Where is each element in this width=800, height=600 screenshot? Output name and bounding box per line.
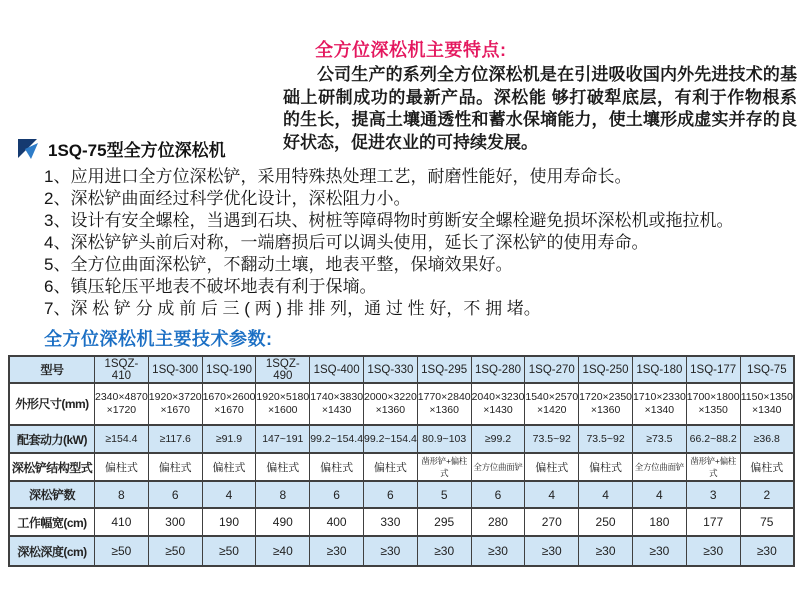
table-cell: 1700×1800 ×1350: [686, 383, 740, 425]
brand-logo-icon: [18, 139, 39, 159]
table-cell: 1SQ-295: [417, 356, 471, 383]
table-cell: 1SQ-270: [525, 356, 579, 383]
table-cell: 295: [417, 508, 471, 536]
table-cell: 99.2~154.4: [363, 425, 417, 453]
feature-item: 6、镇压轮压平地表不破坏地表有利于保墒。: [44, 277, 377, 296]
table-cell: 2000×3220 ×1360: [363, 383, 417, 425]
table-row-dims: [9, 383, 794, 425]
table-cell: 1SQ-180: [632, 356, 686, 383]
table-cell: ≥99.2: [471, 425, 525, 453]
table-row-structure: [9, 453, 794, 481]
table-row-depth: [9, 536, 794, 566]
row-label: 配套动力(kW): [9, 425, 95, 453]
table-cell: 75: [740, 508, 794, 536]
table-cell: 偏柱式: [95, 453, 149, 481]
table-cell: 1SQZ-410: [95, 356, 149, 383]
feature-item: 1、应用进口全方位深松铲，采用特殊热处理工艺，耐磨性能好，使用寿命长。: [44, 167, 632, 186]
table-cell: 80.9~103: [417, 425, 471, 453]
table-cell: ≥73.5: [632, 425, 686, 453]
table-cell: 180: [632, 508, 686, 536]
table-cell: ≥30: [471, 536, 525, 566]
table-cell: 1150×1350 ×1340: [740, 383, 794, 425]
table-cell: 1920×3720 ×1670: [148, 383, 202, 425]
table-cell: 4: [632, 481, 686, 508]
table-cell: 1770×2840 ×1360: [417, 383, 471, 425]
table-cell: 300: [148, 508, 202, 536]
table-cell: 4: [525, 481, 579, 508]
table-cell: 1SQ-400: [310, 356, 364, 383]
table-cell: 2: [740, 481, 794, 508]
row-label: 工作幅宽(cm): [9, 508, 95, 536]
table-cell: 330: [363, 508, 417, 536]
table-cell: ≥36.8: [740, 425, 794, 453]
specs-table: [8, 355, 795, 567]
table-cell: 6: [363, 481, 417, 508]
table-cell: 177: [686, 508, 740, 536]
table-cell: 4: [202, 481, 256, 508]
table-cell: ≥50: [202, 536, 256, 566]
table-cell: 1710×2330 ×1340: [632, 383, 686, 425]
features-heading: 全方位深松机主要特点:: [315, 40, 507, 60]
feature-item: 4、深松铲铲头前后对称，一端磨损后可以调头使用，延长了深松铲的使用寿命。: [44, 233, 649, 252]
table-cell: 5: [417, 481, 471, 508]
table-cell: 1540×2570 ×1420: [525, 383, 579, 425]
table-cell: 3: [686, 481, 740, 508]
table-cell: 8: [256, 481, 310, 508]
product-title: 1SQ-75型全方位深松机: [48, 141, 226, 160]
table-cell: 1SQZ-490: [256, 356, 310, 383]
feature-item: 7、深 松 铲 分 成 前 后 三 ( 两 ) 排 排 列，通 过 性 好，不 拥 堵。: [44, 299, 541, 318]
table-cell: 偏柱式: [579, 453, 633, 481]
table-cell: 4: [579, 481, 633, 508]
table-cell: 偏柱式: [202, 453, 256, 481]
table-cell: ≥30: [740, 536, 794, 566]
product-header: [18, 136, 226, 161]
table-cell: 190: [202, 508, 256, 536]
table-cell: 73.5~92: [525, 425, 579, 453]
table-row-width: [9, 508, 794, 536]
table-cell: 250: [579, 508, 633, 536]
table-cell: 1670×2600 ×1670: [202, 383, 256, 425]
table-cell: ≥117.6: [148, 425, 202, 453]
feature-item: 3、设计有安全螺栓，当遇到石块、树桩等障碍物时剪断安全螺栓避免损坏深松机或拖拉机。: [44, 211, 734, 230]
table-cell: 490: [256, 508, 310, 536]
table-cell: 偏柱式: [310, 453, 364, 481]
table-cell: 6: [310, 481, 364, 508]
table-cell: 偏柱式: [525, 453, 579, 481]
table-cell: 1SQ-177: [686, 356, 740, 383]
table-row-model: [9, 356, 794, 383]
table-cell: 全方位曲面铲: [471, 453, 525, 481]
table-cell: 1920×5180 ×1600: [256, 383, 310, 425]
table-cell: 1SQ-280: [471, 356, 525, 383]
table-cell: ≥30: [310, 536, 364, 566]
table-row-power: [9, 425, 794, 453]
table-cell: 410: [95, 508, 149, 536]
table-cell: 偏柱式: [363, 453, 417, 481]
table-cell: 1SQ-75: [740, 356, 794, 383]
table-cell: ≥154.4: [95, 425, 149, 453]
feature-item: 5、全方位曲面深松铲，不翻动土壤，地表平整，保墒效果好。: [44, 255, 513, 274]
table-cell: 凿形铲+偏柱式: [417, 453, 471, 481]
table-cell: 6: [471, 481, 525, 508]
feature-item: 2、深松铲曲面经过科学优化设计，深松阻力小。: [44, 189, 411, 208]
table-cell: 280: [471, 508, 525, 536]
table-cell: 2340×4870 ×1720: [95, 383, 149, 425]
specs-heading: 全方位深松机主要技术参数:: [44, 329, 273, 349]
row-label: 深松铲结构型式: [9, 453, 95, 481]
row-label: 外形尺寸(mm): [9, 383, 95, 425]
feature-list: [44, 166, 794, 320]
table-cell: 1SQ-300: [148, 356, 202, 383]
table-cell: 147~191: [256, 425, 310, 453]
table-cell: 1SQ-330: [363, 356, 417, 383]
table-cell: 73.5~92: [579, 425, 633, 453]
table-cell: ≥30: [525, 536, 579, 566]
table-cell: ≥30: [579, 536, 633, 566]
table-cell: 偏柱式: [148, 453, 202, 481]
table-cell: 66.2~88.2: [686, 425, 740, 453]
table-cell: 1SQ-250: [579, 356, 633, 383]
table-cell: 270: [525, 508, 579, 536]
intro-paragraph: 公司生产的系列全方位深松机是在引进吸收国内外先进技术的基础上研制成功的最新产品。深松能 够打破犁底层，有利于作物根系的生长，提高土壤通透性和蓄水保墒能力，使土壤形成虚实并存的良好状态，促进农业的可持续发展。: [283, 65, 797, 152]
table-cell: ≥30: [417, 536, 471, 566]
table-cell: 1SQ-190: [202, 356, 256, 383]
table-cell: 全方位曲面铲: [632, 453, 686, 481]
table-cell: 偏柱式: [256, 453, 310, 481]
table-cell: 1720×2350 ×1360: [579, 383, 633, 425]
row-label: 型号: [9, 356, 95, 383]
table-cell: 8: [95, 481, 149, 508]
table-row-count: [9, 481, 794, 508]
table-cell: 99.2~154.4: [310, 425, 364, 453]
table-cell: ≥50: [148, 536, 202, 566]
row-label: 深松深度(cm): [9, 536, 95, 566]
table-cell: ≥30: [632, 536, 686, 566]
specs-table-body: [9, 356, 794, 566]
table-cell: ≥91.9: [202, 425, 256, 453]
table-cell: 1740×3830 ×1430: [310, 383, 364, 425]
table-cell: 凿形铲+偏柱式: [686, 453, 740, 481]
table-cell: ≥40: [256, 536, 310, 566]
table-cell: ≥30: [363, 536, 417, 566]
table-cell: 6: [148, 481, 202, 508]
table-cell: ≥30: [686, 536, 740, 566]
table-cell: ≥50: [95, 536, 149, 566]
row-label: 深松铲数: [9, 481, 95, 508]
table-cell: 2040×3230 ×1430: [471, 383, 525, 425]
table-cell: 400: [310, 508, 364, 536]
table-cell: 偏柱式: [740, 453, 794, 481]
